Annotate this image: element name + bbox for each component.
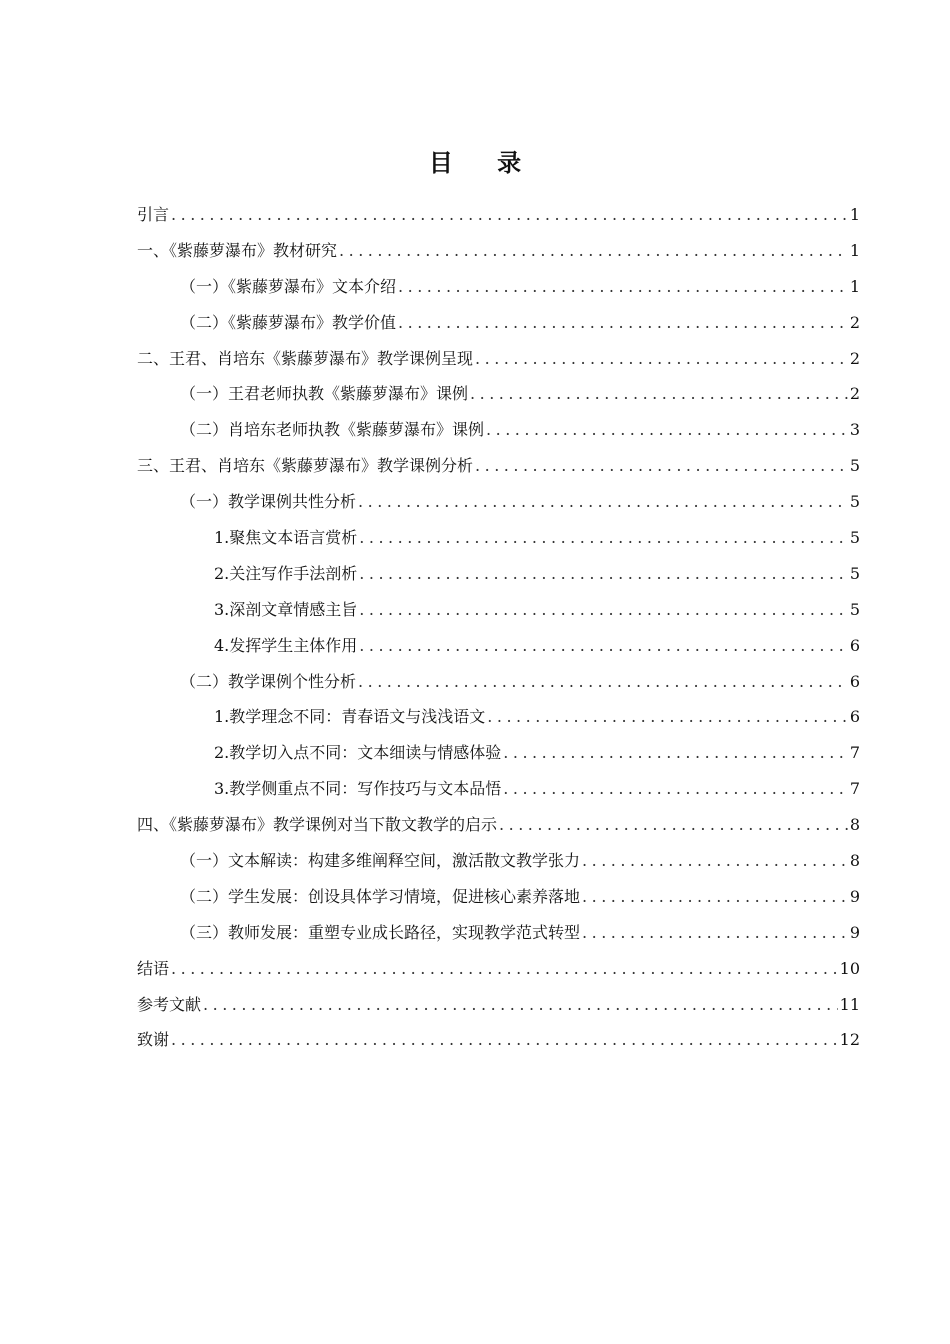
toc-dot-leader [358, 664, 848, 700]
toc-entry-subsection-3-2-1[interactable] [137, 699, 860, 735]
toc-dot-leader [398, 269, 848, 305]
toc-entry-label: （一）教学课例共性分析 [180, 492, 357, 512]
toc-entry-conclusion[interactable] [137, 951, 860, 987]
toc-dot-leader [486, 412, 848, 448]
toc-entry-subsection-3-1-4[interactable] [137, 628, 860, 664]
toc-page-number: 12 [839, 1030, 860, 1050]
toc-entry-label: 三、王君、肖培东《紫藤萝瀑布》教学课例分析 [137, 456, 474, 476]
toc-entry-label: （二）肖培东老师执教《紫藤萝瀑布》课例 [180, 420, 485, 440]
toc-page-number: 1 [849, 276, 860, 296]
toc-page-number: 6 [849, 671, 860, 691]
toc-entry-label: 3.教学侧重点不同：写作技巧与文本品悟 [214, 779, 502, 799]
toc-entry-introduction[interactable] [137, 197, 860, 233]
toc-page-number: 3 [849, 420, 860, 440]
toc-entry-subsection-3-2-2[interactable] [137, 735, 860, 771]
toc-entry-label: 3.深剖文章情感主旨 [214, 599, 358, 619]
toc-page-number: 2 [849, 348, 860, 368]
toc-dot-leader [339, 233, 848, 269]
toc-entry-section-3-2[interactable] [137, 664, 860, 700]
toc-page-number: 6 [849, 635, 860, 655]
toc-entry-label: （一）王君老师执教《紫藤萝瀑布》课例 [180, 384, 469, 404]
toc-dot-leader [359, 592, 848, 628]
toc-entry-chapter-4[interactable] [137, 807, 860, 843]
toc-entry-subsection-3-1-3[interactable] [137, 592, 860, 628]
toc-entry-label: （二）学生发展：创设具体学习情境，促进核心素养落地 [180, 886, 581, 906]
toc-page-number: 9 [849, 886, 860, 906]
toc-entry-section-1-2[interactable] [137, 305, 860, 341]
toc-entry-label: 致谢 [137, 1030, 170, 1050]
toc-entry-label: （三）教师发展：重塑专业成长路径，实现教学范式转型 [180, 922, 581, 942]
toc-entry-section-1-1[interactable] [137, 269, 860, 305]
toc-dot-leader [171, 1022, 838, 1058]
toc-page-number: 8 [849, 815, 860, 835]
toc-page-number: 10 [839, 958, 860, 978]
toc-page-number: 5 [849, 599, 860, 619]
toc-page-number: 1 [849, 240, 860, 260]
toc-dot-leader [359, 628, 848, 664]
toc-entry-acknowledgements[interactable] [137, 1022, 860, 1058]
toc-entry-section-4-2[interactable] [137, 879, 860, 915]
toc-dot-leader [475, 448, 848, 484]
toc-dot-leader [582, 915, 848, 951]
toc-entry-section-4-1[interactable] [137, 843, 860, 879]
toc-entry-label: 结语 [137, 958, 170, 978]
toc-entry-subsection-3-1-1[interactable] [137, 520, 860, 556]
toc-entry-label: 四、《紫藤萝瀑布》教学课例对当下散文教学的启示 [137, 815, 498, 835]
toc-entry-chapter-1[interactable] [137, 233, 860, 269]
toc-entry-section-4-3[interactable] [137, 915, 860, 951]
toc-entry-label: 1.聚焦文本语言赏析 [214, 528, 358, 548]
toc-dot-leader [171, 951, 838, 987]
toc-page-number: 2 [849, 384, 860, 404]
toc-entry-chapter-3[interactable] [137, 448, 860, 484]
toc-entry-label: 引言 [137, 205, 170, 224]
toc-page-number: 1 [849, 205, 860, 224]
toc-dot-leader [470, 376, 848, 412]
toc-page-number: 5 [849, 528, 860, 548]
toc-dot-leader [499, 807, 848, 843]
toc-entry-label: （一）《紫藤萝瀑布》文本介绍 [180, 276, 397, 296]
toc-entry-label: （二）教学课例个性分析 [180, 671, 357, 691]
toc-entry-section-2-1[interactable] [137, 376, 860, 412]
toc-dot-leader [203, 987, 838, 1023]
toc-dot-leader [359, 520, 848, 556]
toc-dot-leader [487, 699, 848, 735]
toc-entry-label: （一）文本解读：构建多维阐释空间，激活散文教学张力 [180, 851, 581, 871]
table-of-contents [137, 197, 860, 1058]
toc-entry-label: 参考文献 [137, 994, 202, 1014]
toc-entry-label: 2.关注写作手法剖析 [214, 563, 358, 583]
toc-entry-label: 一、《紫藤萝瀑布》教材研究 [137, 240, 338, 260]
toc-entry-label: （二）《紫藤萝瀑布》教学价值 [180, 312, 397, 332]
page-title: 目 录 [428, 148, 540, 177]
toc-page-number: 2 [849, 312, 860, 332]
toc-page-number: 5 [849, 456, 860, 476]
toc-page-number: 11 [839, 994, 860, 1014]
toc-entry-label: 2.教学切入点不同：文本细读与情感体验 [214, 743, 502, 763]
toc-dot-leader [171, 197, 848, 233]
toc-dot-leader [503, 735, 848, 771]
toc-page-number: 9 [849, 922, 860, 942]
toc-page-number: 6 [849, 707, 860, 727]
toc-page-number: 5 [849, 563, 860, 583]
toc-page-number: 5 [849, 492, 860, 512]
toc-dot-leader [582, 879, 848, 915]
toc-entry-subsection-3-1-2[interactable] [137, 556, 860, 592]
toc-entry-chapter-2[interactable] [137, 341, 860, 377]
toc-page-number: 7 [849, 779, 860, 799]
toc-entry-section-3-1[interactable] [137, 484, 860, 520]
toc-entry-label: 二、王君、肖培东《紫藤萝瀑布》教学课例呈现 [137, 348, 474, 368]
toc-entry-section-2-2[interactable] [137, 412, 860, 448]
toc-entry-references[interactable] [137, 987, 860, 1023]
toc-page-number: 7 [849, 743, 860, 763]
toc-entry-label: 4.发挥学生主体作用 [214, 635, 358, 655]
toc-dot-leader [359, 556, 848, 592]
toc-entry-subsection-3-2-3[interactable] [137, 771, 860, 807]
toc-dot-leader [475, 341, 848, 377]
toc-dot-leader [398, 305, 848, 341]
toc-entry-label: 1.教学理念不同：青春语文与浅浅语文 [214, 707, 486, 727]
toc-page-number: 8 [849, 851, 860, 871]
toc-dot-leader [582, 843, 848, 879]
toc-dot-leader [503, 771, 848, 807]
toc-dot-leader [358, 484, 848, 520]
